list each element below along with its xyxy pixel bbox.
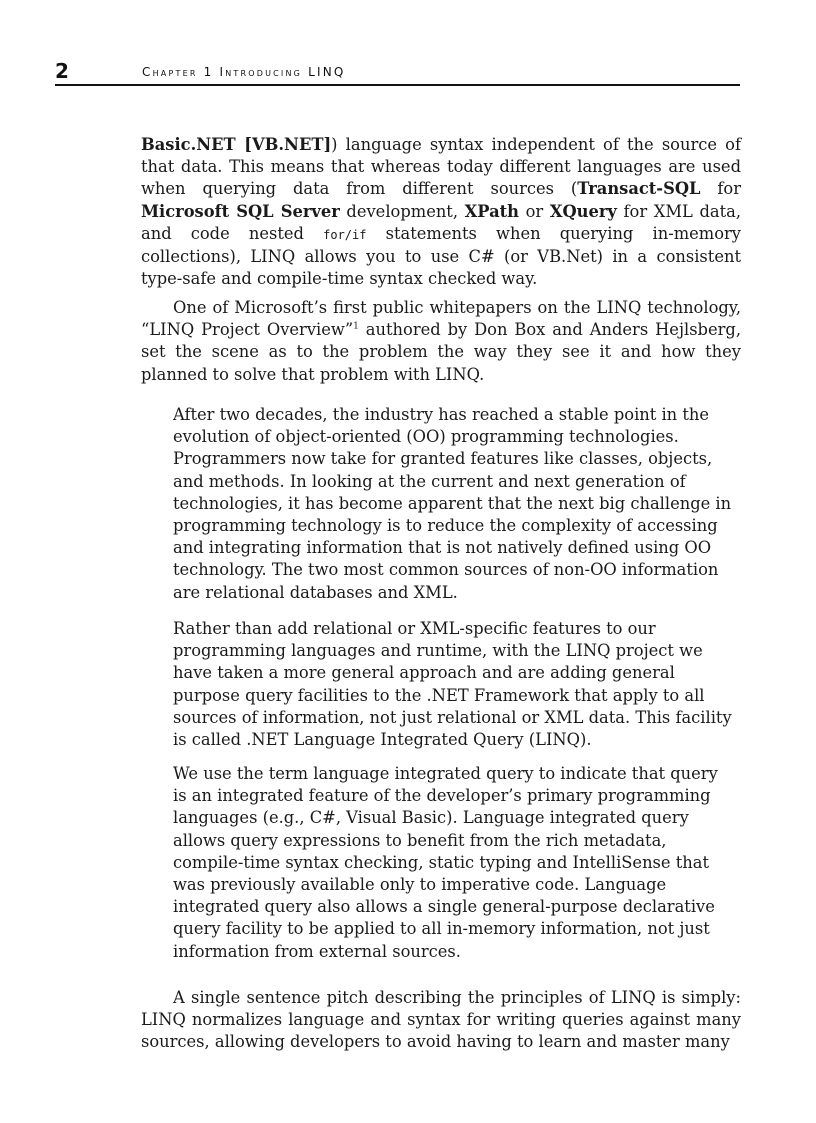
inline-code: for/if xyxy=(323,227,367,242)
term-transact-sql: Transact-SQL xyxy=(577,179,701,199)
quote-paragraph-3: We use the term language integrated query to indicate that query is an integrated feature of the developer’s primary programming languages (e.g., C#, Visual Basic). Language integrated query allows query expressions to benefit from the rich metadata, compile-time syntax checking, static typing and IntelliSense that was previously available only to imperative code. Language integrated query also allows a single general-purpose declarative query facility to be applied to all in-memory information, not just information from external sources. xyxy=(173,764,718,961)
paragraph-3: A single sentence pitch describing the principles of LINQ is simply: LINQ normalizes language and syntax for writing queries against many sources, allowing developers to avoid having to learn and master many xyxy=(141,988,741,1052)
paragraph-2 xyxy=(141,297,741,386)
text-segment: One of Microsoft’s first public whitepapers on the LINQ technology, “LINQ Project Overview” xyxy=(141,298,741,340)
page-number: 2 xyxy=(55,59,69,83)
text-segment: ) language syntax independent of the source of that data. This means that whereas today different languages are used when querying data from different sources ( xyxy=(141,135,741,199)
quote-paragraph-1: After two decades, the industry has reached a stable point in the evolution of object-oriented (OO) programming technologies. Programmers now take for granted features like classes, objects, and methods. In looking at the current and next generation of technologies, it has become apparent that the next big challenge in programming technology is to reduce the complexity of accessing and integrating information that is not natively defined using OO technology. The two most common sources of non-OO information are relational databases and XML. xyxy=(173,405,732,602)
term-sql-server: Microsoft SQL Server xyxy=(141,201,340,221)
page-header xyxy=(55,58,740,86)
text-segment: or xyxy=(519,201,550,221)
paragraph-1 xyxy=(141,134,741,290)
header-rule xyxy=(55,84,740,86)
text-segment: development, xyxy=(339,201,465,221)
quote-paragraph-2: Rather than add relational or XML-specific features to our programming languages and runtime, with the LINQ project we have taken a more general approach and are adding general purpose query facilities to the .NET Framework that apply to all sources of information, not just relational or XML data. This facility is called .NET Language Integrated Query (LINQ). xyxy=(173,619,732,750)
text-segment: for XML data, and code nested xyxy=(141,201,741,243)
text-segment: authored by Don Box and Anders Hejlsberg, set the scene as to the problem the way they see it and how they planned to solve that problem with LINQ. xyxy=(141,320,741,384)
term-xpath: XPath xyxy=(464,201,520,221)
text-segment: statements when querying in-memory collections), LINQ allows you to use C# (or VB.Net) in a consistent type-safe and compile-time syntax checked way. xyxy=(141,223,741,289)
running-head: Chapter 1 Introducing LINQ xyxy=(142,65,346,79)
term-xquery: XQuery xyxy=(549,201,617,221)
footnote-marker: 1 xyxy=(353,321,359,332)
text-segment: for xyxy=(700,179,741,199)
term-vbnet: Basic.NET [VB.NET] xyxy=(141,135,332,154)
